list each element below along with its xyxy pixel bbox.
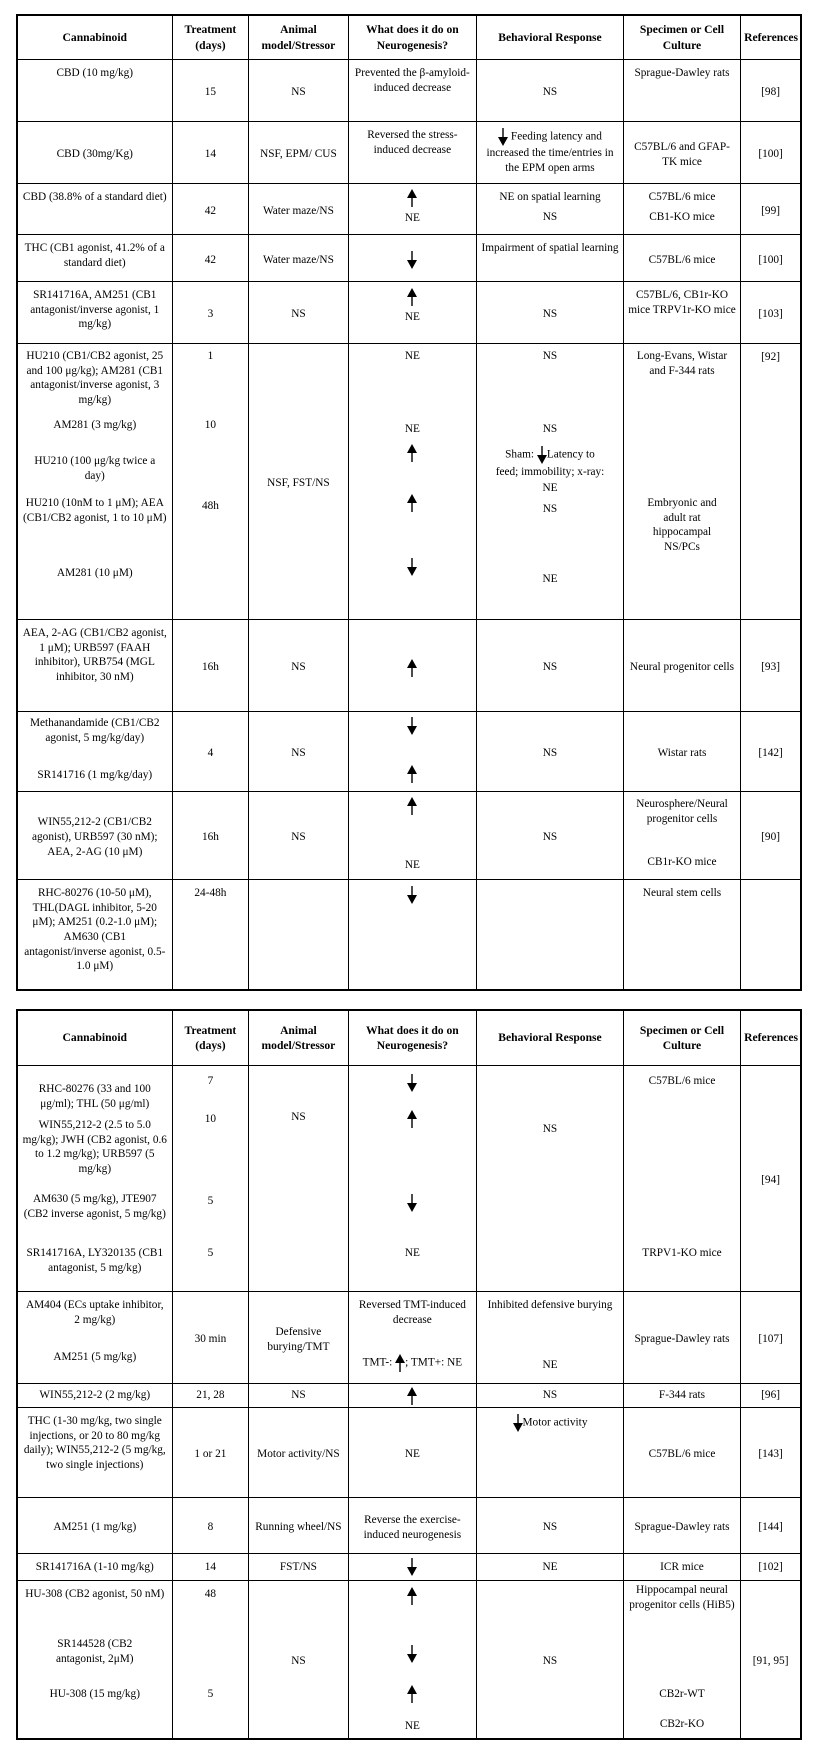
cell-neurogenesis [348,1292,477,1384]
cell-reference: [100] [741,235,801,282]
cell-treatment: 8 [172,1498,249,1554]
cell-reference [741,880,801,990]
cell-behavior: NS [477,712,624,792]
behavior-text: NS [542,211,558,223]
cannabinoid-text: AM630 (5 mg/kg), JTE907 (CB2 inverse agonist, 5 mg/kg) [23,1193,166,1220]
cell-treatment: 4 [172,712,249,792]
cell-model: Running wheel/NS [249,1498,348,1554]
treatment-text: 5 [207,1688,214,1700]
cell-treatment: 16h [172,792,249,880]
behavior-text: feed; immobility; x-ray: [495,466,605,478]
neuro-text: Reversed TMT-induced decrease [358,1299,466,1326]
cell-model: NS [249,1384,348,1408]
cannabinoid-text: SR144528 (CB2 antagonist, 2μM) [55,1638,134,1665]
down-arrow-icon [407,717,417,735]
cell-neurogenesis [348,1554,477,1581]
cell-model: Water maze/NS [249,235,348,282]
header-references: References [741,1011,801,1066]
specimen-text: Embryonic and adult rat hippocampal NS/PCs [647,497,717,554]
cannabinoid-text: HU-308 (CB2 agonist, 50 nM) [25,1588,165,1600]
cell-neurogenesis: Reversed the stress-induced decrease [348,122,477,184]
cell-reference: [93] [741,620,801,712]
cell-behavior: NS [477,620,624,712]
cell-reference: [94] [741,1066,801,1292]
specimen-text: TRPV1-KO mice [642,1247,722,1259]
cell-treatment: 21, 28 [172,1384,249,1408]
behavior-text: Inhibited defensive burying [487,1299,613,1311]
cell-cannabinoid: CBD (30mg/Kg) [18,122,173,184]
cell-treatment: 14 [172,1554,249,1581]
cell-model: Defensive burying/TMT [249,1292,348,1384]
table-row [18,122,801,184]
neuro-text: NE [404,350,420,362]
cell-specimen: Neural stem cells [623,880,740,990]
neuro-text: NE [404,859,420,871]
cell-neurogenesis [348,1581,477,1739]
cell-cannabinoid [18,1066,173,1292]
cannabinoid-text: AM281 (3 mg/kg) [53,419,137,431]
cell-cannabinoid: AEA, 2-AG (CB1/CB2 agonist, 1 μM); URB597 (FAAH inhibitor), URB754 (MGL inhibitor, 30 nM) [18,620,173,712]
behavior-text: NE on spatial learning [499,191,601,203]
cell-reference: [91, 95] [741,1581,801,1739]
cell-cannabinoid: SR141716A (1-10 mg/kg) [18,1554,173,1581]
cell-behavior: NS [477,60,624,122]
cell-treatment [172,1581,249,1739]
table-row [18,282,801,344]
cell-model: FST/NS [249,1554,348,1581]
header-neurogenesis: What does it do on Neurogenesis? [348,1011,477,1066]
up-arrow-icon [407,189,417,207]
cannabinoid-text: AM281 (10 μM) [56,567,133,579]
specimen-text: C57BL/6 mice [648,1075,716,1087]
cell-cannabinoid: THC (CB1 agonist, 41.2% of a standard diet) [18,235,173,282]
cell-specimen: F-344 rats [623,1384,740,1408]
cell-treatment: 30 min [172,1292,249,1384]
cannabinoid-text: AM404 (ECs uptake inhibitor, 2 mg/kg) [25,1299,164,1326]
table-row [18,344,801,620]
cell-neurogenesis [348,344,477,620]
header-cannabinoid: Cannabinoid [18,1011,173,1066]
up-arrow-icon [407,797,417,815]
cell-cannabinoid: THC (1-30 mg/kg, two single injections, or 20 to 80 mg/kg daily); WIN55,212-2 (5 mg/kg, two single injections) [18,1408,173,1498]
cell-treatment [172,344,249,620]
table-row [18,712,801,792]
cell-model: NS [249,282,348,344]
cell-behavior: Impairment of spatial learning [477,235,624,282]
neuro-text: NE [404,311,420,323]
behavior-text: NE [542,573,558,585]
cannabinoid-text: SR141716 (1 mg/kg/day) [37,769,153,781]
cell-specimen: C57BL/6, CB1r-KO mice TRPV1r-KO mice [623,282,740,344]
cell-behavior [477,184,624,235]
header-treatment: Treatment (days) [172,1011,249,1066]
neuro-text: NE [404,1720,420,1732]
cell-specimen: Sprague-Dawley rats [623,1292,740,1384]
cell-neurogenesis [348,712,477,792]
cannabinoid-text: RHC-80276 (33 and 100 μg/ml); THL (50 μg/ml) [38,1083,151,1110]
table-row [18,1066,801,1292]
header-neurogenesis: What does it do on Neurogenesis? [348,16,477,60]
down-arrow-icon [407,1645,417,1663]
cell-reference: [107] [741,1292,801,1384]
header-animal-model: Animal model/Stressor [249,1011,348,1066]
cell-model: NS [249,792,348,880]
cell-treatment: 16h [172,620,249,712]
cell-treatment: 1 or 21 [172,1408,249,1498]
specimen-text: Neurosphere/Neural progenitor cells [636,798,728,825]
behavior-text: NS [542,503,558,515]
cell-reference: [103] [741,282,801,344]
specimen-text: CB2r-KO [659,1718,705,1730]
cell-specimen: ICR mice [623,1554,740,1581]
cannabinoid-text: WIN55,212-2 (2.5 to 5.0 mg/kg); JWH (CB2 agonist, 0.6 to 1.2 mg/kg); URB597 (5 mg/kg) [22,1119,167,1176]
treatment-text: 10 [204,1113,217,1125]
down-arrow-icon [498,128,508,146]
up-arrow-icon [407,1587,417,1605]
behavior-text: NE [542,482,558,494]
cell-behavior [477,122,624,184]
cell-treatment: 3 [172,282,249,344]
header-behavior: Behavioral Response [477,16,624,60]
cell-model: Motor activity/NS [249,1408,348,1498]
cell-specimen [623,344,740,620]
treatment-text: 5 [207,1195,214,1207]
down-arrow-icon [537,446,547,464]
cell-model: NSF, EPM/ CUS [249,122,348,184]
header-animal-model: Animal model/Stressor [249,16,348,60]
cell-model: NSF, FST/NS [249,344,348,620]
specimen-text: C57BL/6 mice [648,191,716,203]
cell-specimen [623,1581,740,1739]
neuro-text: TMT-: [362,1356,393,1369]
cell-behavior [477,1292,624,1384]
table-row [18,620,801,712]
cell-specimen: Sprague-Dawley rats [623,60,740,122]
table-row [18,1384,801,1408]
cell-reference: [102] [741,1554,801,1581]
down-arrow-icon [513,1414,523,1432]
cannabinoid-table-2 [16,1009,802,1740]
down-arrow-icon [407,558,417,576]
cell-reference: [143] [741,1408,801,1498]
header-cannabinoid: Cannabinoid [18,16,173,60]
header-specimen: Specimen or Cell Culture [623,1011,740,1066]
cell-reference: [90] [741,792,801,880]
neuro-text: NE [404,212,420,224]
cell-behavior: NS [477,1384,624,1408]
cell-specimen [623,184,740,235]
treatment-text: 5 [207,1247,214,1259]
cell-neurogenesis [348,235,477,282]
cell-cannabinoid [18,344,173,620]
cell-cannabinoid: CBD (38.8% of a standard diet) [18,184,173,235]
neuro-text: NE [404,1247,420,1259]
cannabinoid-text: SR141716A, LY320135 (CB1 antagonist, 5 mg/kg) [26,1247,164,1274]
cell-neurogenesis: Reverse the exercise-induced neurogenesis [348,1498,477,1554]
cell-treatment: 14 [172,122,249,184]
cell-specimen: Sprague-Dawley rats [623,1498,740,1554]
cell-treatment: 24-48h [172,880,249,990]
behavior-text: Latency to [546,448,595,461]
cannabinoid-text: AM251 (5 mg/kg) [53,1351,137,1363]
table-header-row [18,1011,801,1066]
specimen-text: CB1-KO mice [649,211,715,223]
cell-specimen [623,1066,740,1292]
cell-cannabinoid [18,1292,173,1384]
specimen-text: CB2r-WT [659,1688,705,1700]
cell-cannabinoid: WIN55,212-2 (CB1/CB2 agonist), URB597 (30 nM); AEA, 2-AG (10 μM) [18,792,173,880]
cell-reference: [99] [741,184,801,235]
down-arrow-icon [407,1194,417,1212]
cell-cannabinoid: SR141716A, AM251 (CB1 antagonist/inverse agonist, 1 mg/kg) [18,282,173,344]
up-arrow-icon [407,494,417,512]
table-row [18,792,801,880]
cell-behavior: NS [477,282,624,344]
cell-model: NS [249,620,348,712]
model-text: NS [291,1111,306,1123]
treatment-text: 48 [204,1588,217,1600]
behavior-text: Sham: [505,448,535,461]
neuro-text: NE [404,423,420,435]
cell-behavior: NS [477,792,624,880]
table-header-row [18,16,801,60]
cell-neurogenesis [348,620,477,712]
cell-cannabinoid: WIN55,212-2 (2 mg/kg) [18,1384,173,1408]
cell-behavior: NS [477,1498,624,1554]
cell-neurogenesis [348,792,477,880]
cell-neurogenesis [348,880,477,990]
cannabinoid-text: Methanandamide (CB1/CB2 agonist, 5 mg/kg/day) [29,717,160,744]
cell-treatment: 15 [172,60,249,122]
cell-behavior [477,1066,624,1292]
table-row [18,60,801,122]
behavior-text: Feeding latency and increased the time/entries in the EPM open arms [486,130,614,174]
header-references: References [741,16,801,60]
cell-behavior [477,1408,624,1498]
up-arrow-icon [407,765,417,783]
cell-cannabinoid: CBD (10 mg/kg) [18,60,173,122]
specimen-text: Hippocampal neural progenitor cells (HiB5) [629,1584,735,1611]
behavior-text: NE [542,1359,558,1371]
behavior-text: NS [542,423,558,435]
cell-behavior: NE [477,1554,624,1581]
cell-treatment [172,1066,249,1292]
cell-behavior [477,880,624,990]
table-row [18,1554,801,1581]
table-row [18,235,801,282]
cell-cannabinoid [18,1581,173,1739]
cell-treatment: 42 [172,235,249,282]
cannabinoid-text: HU-308 (15 mg/kg) [49,1688,140,1700]
table-row [18,1292,801,1384]
down-arrow-icon [407,1074,417,1092]
treatment-text: 1 [207,350,214,362]
cell-specimen: Neural progenitor cells [623,620,740,712]
cell-model: Water maze/NS [249,184,348,235]
up-arrow-icon [407,1387,417,1405]
cell-neurogenesis [348,1066,477,1292]
cell-cannabinoid: AM251 (1 mg/kg) [18,1498,173,1554]
cell-specimen: Wistar rats [623,712,740,792]
specimen-text: CB1r-KO mice [647,856,717,868]
down-arrow-icon [407,1558,417,1576]
table-row [18,1581,801,1739]
cell-neurogenesis: Prevented the β-amyloid-induced decrease [348,60,477,122]
cell-neurogenesis: NE [348,1408,477,1498]
cell-neurogenesis [348,282,477,344]
cell-specimen: C57BL/6 mice [623,1408,740,1498]
cell-neurogenesis [348,184,477,235]
cannabinoid-text: HU210 (100 μg/kg twice a day) [34,455,156,482]
cell-specimen [623,792,740,880]
treatment-text: 7 [207,1075,214,1087]
cell-model [249,1066,348,1292]
up-arrow-icon [407,288,417,306]
cell-behavior [477,344,624,620]
header-specimen: Specimen or Cell Culture [623,16,740,60]
behavior-text: NS [542,350,558,362]
up-arrow-icon [407,1110,417,1128]
down-arrow-icon [407,251,417,269]
header-behavior: Behavioral Response [477,1011,624,1066]
cell-treatment: 42 [172,184,249,235]
cell-reference: [144] [741,1498,801,1554]
cell-model: NS [249,60,348,122]
header-treatment: Treatment (days) [172,16,249,60]
cell-model [249,880,348,990]
up-arrow-icon [395,1354,405,1372]
up-arrow-icon [407,1685,417,1703]
cell-reference: [142] [741,712,801,792]
cell-specimen: C57BL/6 mice [623,235,740,282]
table-row [18,1498,801,1554]
treatment-text: 10 [204,419,217,431]
up-arrow-icon [407,659,417,677]
cell-behavior: NS [477,1581,624,1739]
up-arrow-icon [407,444,417,462]
cell-reference: [92] [741,344,801,620]
down-arrow-icon [407,886,417,904]
cell-cannabinoid [18,712,173,792]
table-row [18,184,801,235]
cell-neurogenesis [348,1384,477,1408]
behavior-text: NS [542,1123,558,1135]
cell-model: NS [249,1581,348,1739]
cell-cannabinoid: RHC-80276 (10-50 μM), THL(DAGL inhibitor, 5-20 μM); AM251 (0.2-1.0 μM); AM630 (CB1 antagonist/inverse agonist, 0.5-1.0 μM) [18,880,173,990]
treatment-text: 48h [201,500,219,512]
cannabinoid-text: HU210 (10nM to 1 μM); AEA (CB1/CB2 agonist, 1 to 10 μM) [23,497,167,524]
cell-model: NS [249,712,348,792]
cannabinoid-text: HU210 (CB1/CB2 agonist, 25 and 100 μg/kg); AM281 (CB1 antagonist/inverse agonist, 3 mg/kg) [26,350,164,407]
behavior-text: Motor activity [522,1416,588,1429]
specimen-text: Long-Evans, Wistar and F-344 rats [636,350,728,377]
cell-specimen: C57BL/6 and GFAP-TK mice [623,122,740,184]
cell-reference: [98] [741,60,801,122]
table-row [18,1408,801,1498]
cell-reference: [100] [741,122,801,184]
cell-reference: [96] [741,1384,801,1408]
neuro-text: ; TMT+: NE [405,1356,463,1369]
table-row [18,880,801,990]
cannabinoid-table-1 [16,14,802,991]
